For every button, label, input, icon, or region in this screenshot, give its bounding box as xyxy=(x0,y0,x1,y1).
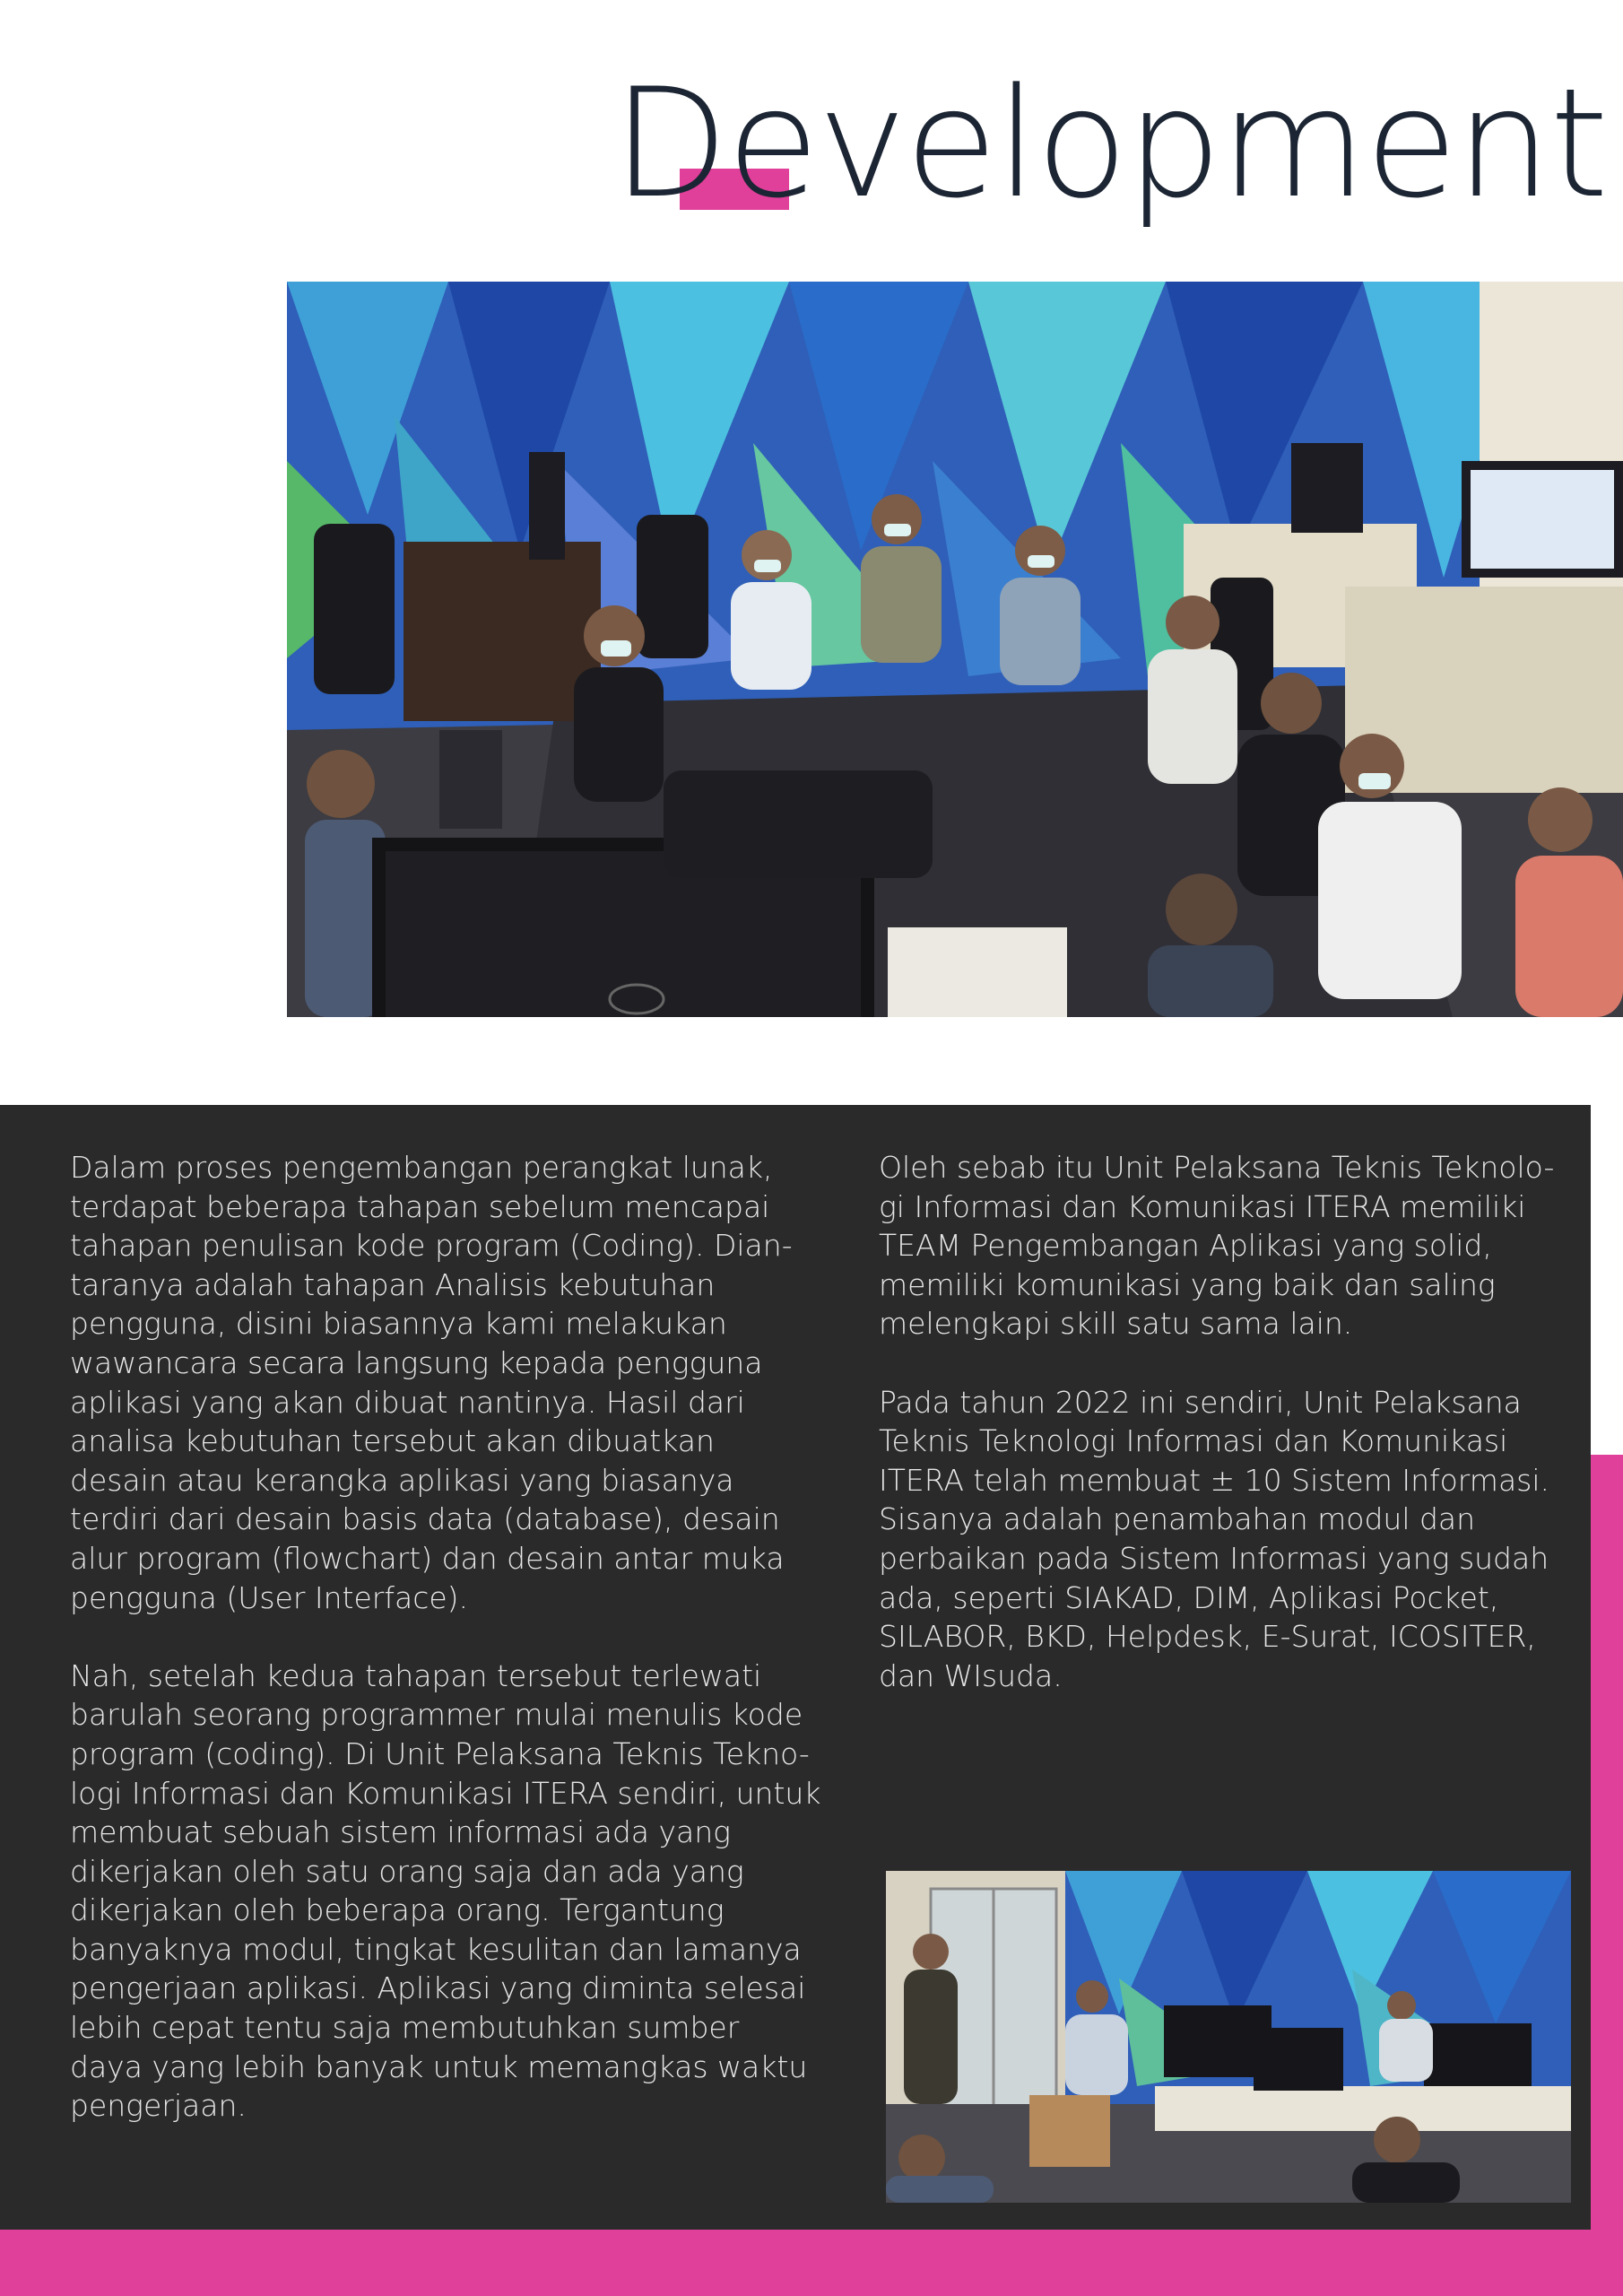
team-workspace-photo xyxy=(886,1871,1571,2203)
paragraph-development-stages: Dalam proses pengembangan perangkat lunak, terdapat beberapa tahapan sebelum mencapai tahapan penulisan kode program (Coding). Dian- taranya adalah tahapan Analisis kebutuhan pengguna, disini biasannya kami melakukan wawancara secara langsung kepada pengguna aplikasi yang akan dibuat nantinya. Hasil dari analisa kebutuhan tersebut akan dibuatkan desain atau kerangka aplikasi yang biasanya terdiri dari desain basis data (database), desain alur program (flowchart) dan desain antar muka pengguna (User Interface). xyxy=(70,1150,793,1615)
paragraph-systems-2022: Pada tahun 2022 ini sendiri, Unit Pelaksana Teknis Teknologi Informasi dan Komunikasi ITERA telah membuat ± 10 Sistem Informasi. Sisanya adalah penambahan modul dan perbaikan pada Sistem Informasi yang sudah ada, seperti SIAKAD, DIM, Aplikasi Pocket, SILABOR, BKD, Helpdesk, E-Surat, ICOSITER, dan WIsuda. xyxy=(879,1384,1550,1693)
title-area xyxy=(0,54,1623,233)
page-title: Development xyxy=(612,56,1607,231)
left-text-column xyxy=(70,1148,859,2164)
paragraph-coding-process: Nah, setelah kedua tahapan tersebut terlewati barulah seorang programmer mulai menulis kode program (coding). Di Unit Pelaksana Teknis Tekno- logi Informasi dan Komunikasi ITERA sendiri, untuk membuat sebuah sistem informasi ada yang dikerjakan oleh satu orang saja dan ada yang dikerjakan oleh beberapa orang. Tergantung banyaknya modul, tingkat kesulitan dan lamanya pengerjaan aplikasi. Aplikasi yang diminta selesai lebih cepat tentu saja membutuhkan sumber daya yang lebih banyak untuk memangkas waktu pengerjaan. xyxy=(70,1657,821,2124)
right-text-column xyxy=(879,1148,1578,1735)
team-meeting-photo xyxy=(287,282,1623,1017)
pink-side-accent xyxy=(1591,1455,1623,2296)
pink-bottom-band xyxy=(0,2230,1623,2296)
paragraph-team: Oleh sebab itu Unit Pelaksana Teknis Teknolo- gi Informasi dan Komunikasi ITERA memiliki TEAM Pengembangan Aplikasi yang solid, memiliki komunikasi yang baik dan saling melengkapi skill satu sama lain. xyxy=(879,1150,1555,1342)
